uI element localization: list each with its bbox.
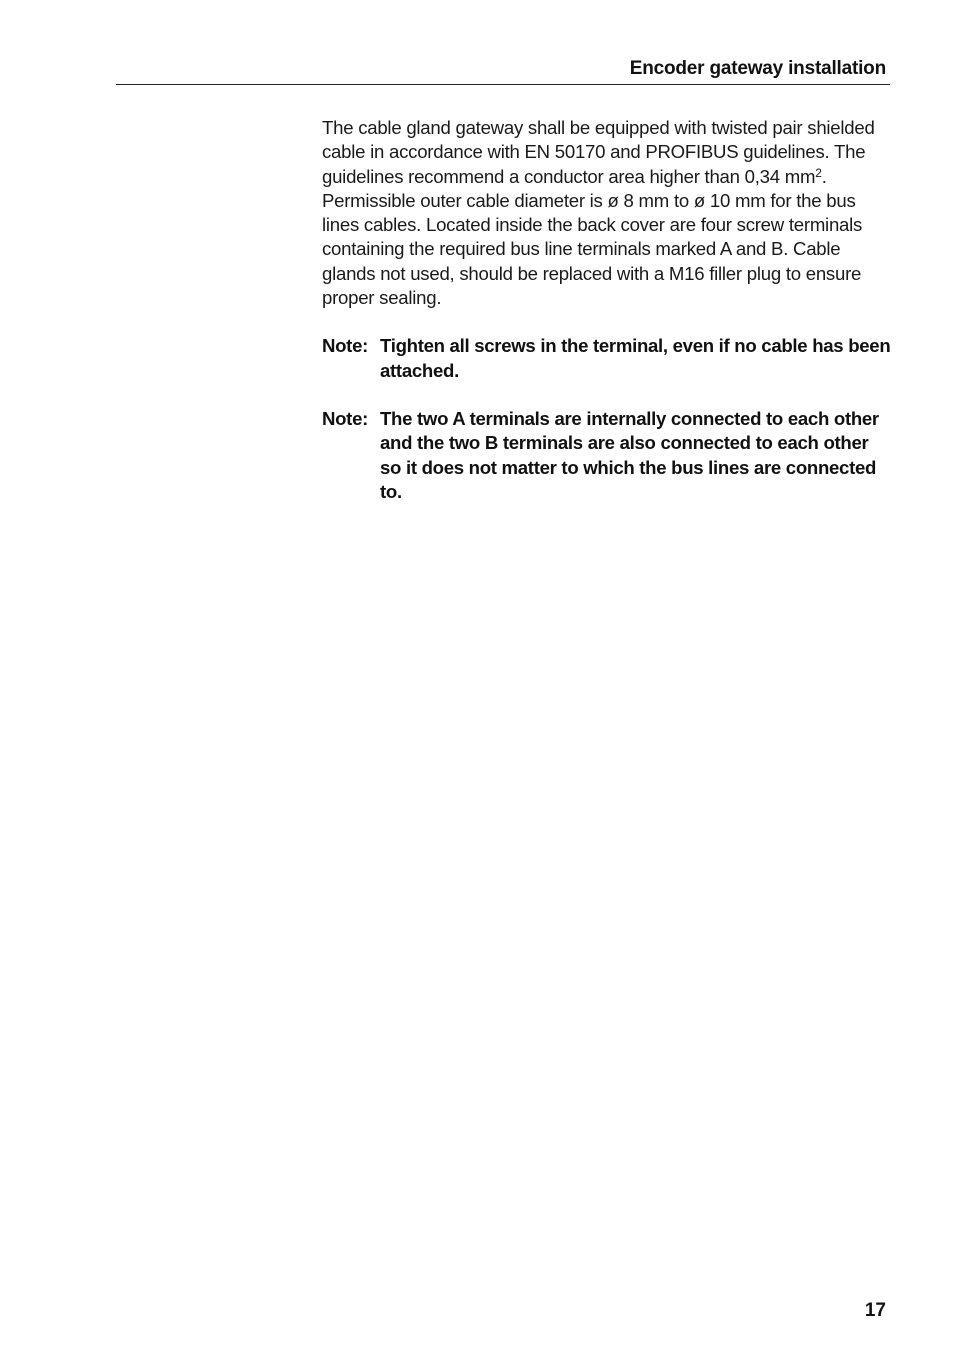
note-1-text: Tighten all screws in the terminal, even if no cable has been attached.	[380, 335, 891, 381]
note-1	[322, 334, 892, 383]
page-number: 17	[864, 1300, 886, 1321]
note-1-label: Note:	[322, 335, 369, 357]
body-text-part-1: The cable gland gateway shall be equipped with twisted pair shielded cable in accordance with EN 50170 and PROFIBUS guidelines. The guidelines recommend a conductor area higher than 0,34 mm	[322, 117, 875, 187]
note-2-label: Note:	[322, 407, 369, 429]
main-content	[322, 116, 892, 504]
page-header-title: Encoder gateway installation	[629, 58, 886, 79]
note-2	[322, 407, 892, 504]
note-2-text: The two A terminals are internally connected to each other and the two B terminals are also connected to each other so it does not matter to which the bus lines are connected to.	[380, 407, 879, 502]
body-paragraph	[322, 116, 892, 310]
body-text-part-2: . Permissible outer cable diameter is ø 8 mm to ø 10 mm for the bus lines cables. Located inside the back cover are four screw terminals containing the required bus line terminals marked A and B. Cable glands not used, should be replaced with a M16 filler plug to ensure proper sealing.	[322, 165, 863, 309]
superscript: 2	[815, 165, 822, 180]
header-divider	[116, 84, 890, 85]
